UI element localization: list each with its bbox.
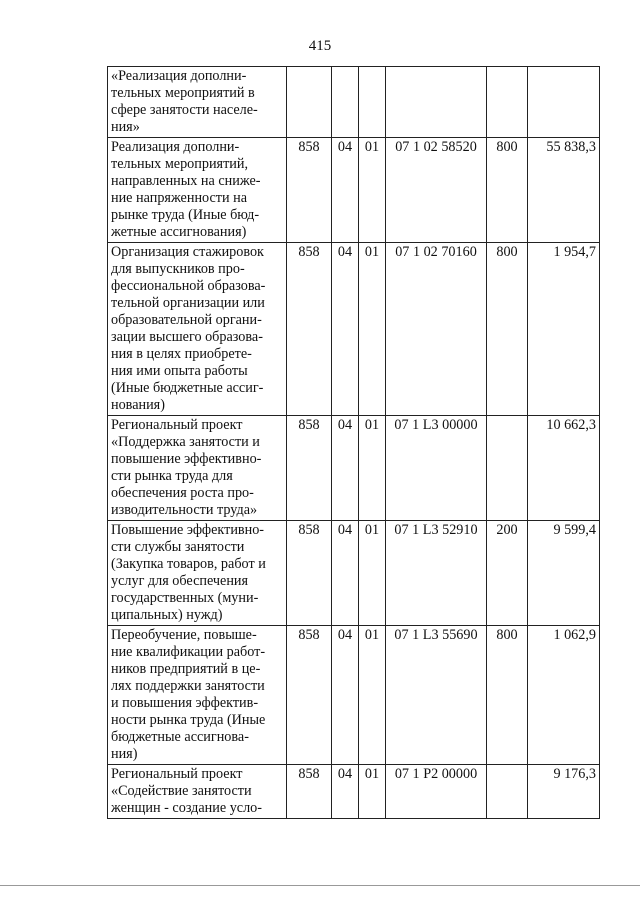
row-description: Региональный проект «Содействие занятости женщин - создание усло-: [108, 765, 287, 819]
row-sum: [528, 67, 600, 138]
row-section: 04: [332, 521, 359, 626]
row-expense-type: 200: [487, 521, 528, 626]
row-department-code: 858: [287, 416, 332, 521]
row-section: 04: [332, 765, 359, 819]
table-row: [108, 138, 600, 243]
row-description: Переобучение, повыше- ние квалификации работ- ников предприятий в це- лях поддержки занятости и повышения эффектив- ности рынка труда (Иные бюджетные ассигнова- ния): [108, 626, 287, 765]
page-number: 415: [308, 38, 332, 54]
row-subsection: [359, 67, 386, 138]
row-description: «Реализация дополни- тельных мероприятий в сфере занятости населе- ния»: [108, 67, 287, 138]
row-sum: 10 662,3: [528, 416, 600, 521]
row-description: Организация стажировок для выпускников про- фессиональной образова- тельной организации или образовательной органи- зации высшего образова- ния в целях приобрете- ния ими опыта работы (Иные бюджетные ассиг- нования): [108, 243, 287, 416]
row-subsection: 01: [359, 243, 386, 416]
table-row: [108, 521, 600, 626]
row-sum: 9 599,4: [528, 521, 600, 626]
table-row: [108, 416, 600, 521]
row-section: [332, 67, 359, 138]
row-expense-type: 800: [487, 138, 528, 243]
row-expense-type: 800: [487, 626, 528, 765]
row-subsection: 01: [359, 416, 386, 521]
row-target-article: [386, 67, 487, 138]
bottom-rule: [0, 885, 640, 886]
row-sum: 9 176,3: [528, 765, 600, 819]
row-department-code: 858: [287, 138, 332, 243]
budget-table: [107, 66, 600, 819]
row-expense-type: [487, 67, 528, 138]
table-row: [108, 243, 600, 416]
row-target-article: 07 1 L3 00000: [386, 416, 487, 521]
row-subsection: 01: [359, 765, 386, 819]
row-sum: 55 838,3: [528, 138, 600, 243]
row-description: Повышение эффективно- сти службы занятости (Закупка товаров, работ и услуг для обеспечения государственных (муни- ципальных) нужд): [108, 521, 287, 626]
row-sum: 1 062,9: [528, 626, 600, 765]
row-section: 04: [332, 416, 359, 521]
row-target-article: 07 1 P2 00000: [386, 765, 487, 819]
row-department-code: 858: [287, 243, 332, 416]
table-row: [108, 67, 600, 138]
row-section: 04: [332, 243, 359, 416]
row-subsection: 01: [359, 626, 386, 765]
row-sum: 1 954,7: [528, 243, 600, 416]
row-target-article: 07 1 L3 55690: [386, 626, 487, 765]
row-description: Региональный проект «Поддержка занятости и повышение эффективно- сти рынка труда для обеспечения роста про- изводительности труда»: [108, 416, 287, 521]
row-department-code: 858: [287, 521, 332, 626]
row-subsection: 01: [359, 138, 386, 243]
table-row: [108, 765, 600, 819]
row-target-article: 07 1 02 70160: [386, 243, 487, 416]
row-target-article: 07 1 02 58520: [386, 138, 487, 243]
row-expense-type: 800: [487, 243, 528, 416]
budget-table-body: [108, 67, 600, 819]
row-description: Реализация дополни- тельных мероприятий, направленных на сниже- ние напряженности на рынке труда (Иные бюд- жетные ассигнования): [108, 138, 287, 243]
row-target-article: 07 1 L3 52910: [386, 521, 487, 626]
row-expense-type: [487, 416, 528, 521]
row-department-code: 858: [287, 626, 332, 765]
row-department-code: [287, 67, 332, 138]
row-subsection: 01: [359, 521, 386, 626]
row-expense-type: [487, 765, 528, 819]
row-section: 04: [332, 138, 359, 243]
row-department-code: 858: [287, 765, 332, 819]
table-row: [108, 626, 600, 765]
row-section: 04: [332, 626, 359, 765]
